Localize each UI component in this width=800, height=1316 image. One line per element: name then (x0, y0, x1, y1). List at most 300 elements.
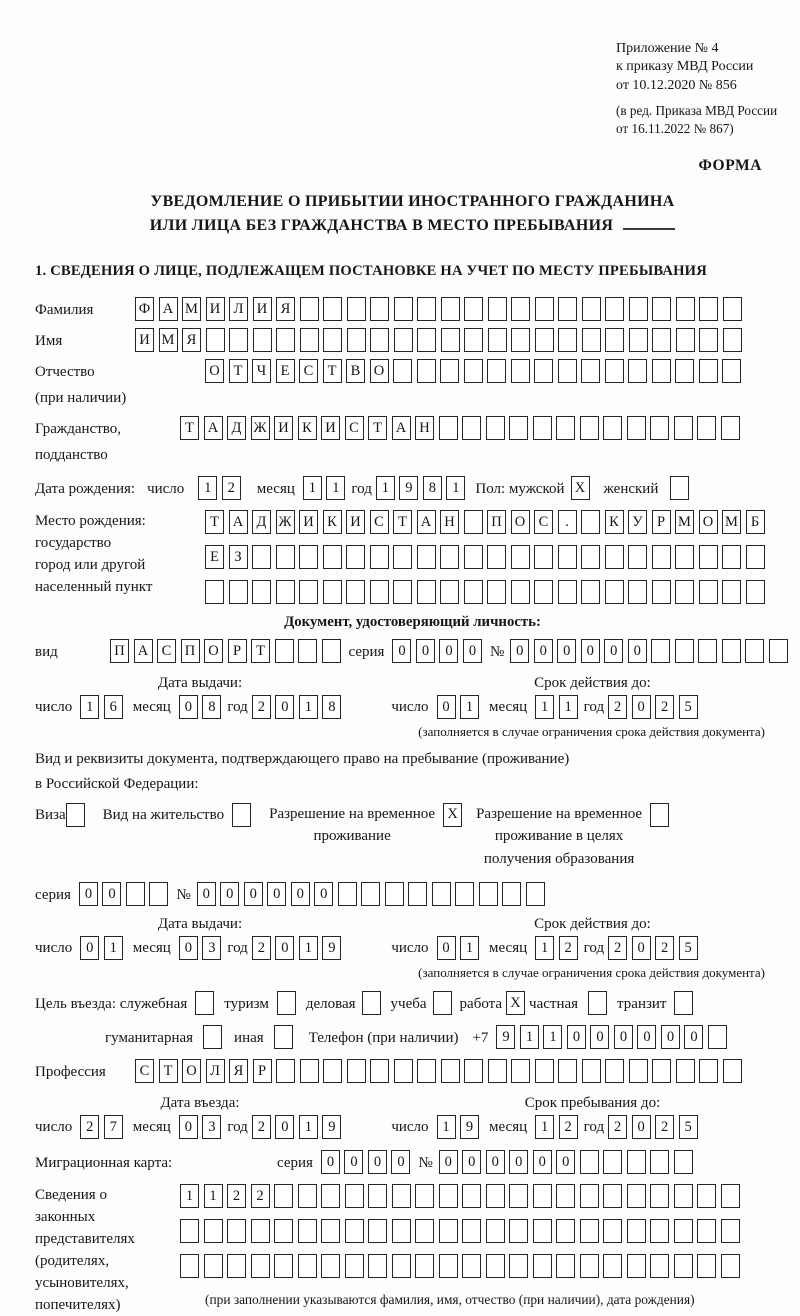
form-cell[interactable] (721, 1219, 740, 1243)
form-cell[interactable] (464, 1059, 483, 1083)
form-cell[interactable] (300, 1059, 319, 1083)
form-cell[interactable] (603, 1219, 622, 1243)
form-cell[interactable] (323, 1059, 342, 1083)
form-cell[interactable]: И (253, 297, 272, 321)
form-cell[interactable] (511, 359, 530, 383)
form-cell[interactable] (652, 545, 671, 569)
form-cell[interactable] (149, 882, 168, 906)
form-cell[interactable] (629, 328, 648, 352)
form-cell[interactable] (535, 328, 554, 352)
form-cell[interactable] (556, 1184, 575, 1208)
form-cell[interactable] (582, 297, 601, 321)
form-cell[interactable] (276, 328, 295, 352)
form-cell[interactable] (488, 297, 507, 321)
form-cell[interactable] (464, 545, 483, 569)
form-cell[interactable] (581, 580, 600, 604)
form-cell[interactable]: А (392, 416, 411, 440)
form-cell[interactable] (274, 1184, 293, 1208)
form-cell[interactable] (455, 882, 474, 906)
form-cell[interactable] (650, 1184, 669, 1208)
form-cell[interactable] (322, 639, 341, 663)
form-cell[interactable]: 2 (655, 695, 674, 719)
form-cell[interactable]: 0 (244, 882, 263, 906)
form-cell[interactable] (556, 1254, 575, 1278)
form-cell[interactable] (676, 1059, 695, 1083)
form-cell[interactable]: 1 (559, 695, 578, 719)
form-cell[interactable] (509, 1219, 528, 1243)
form-cell[interactable]: 0 (557, 639, 576, 663)
form-cell[interactable]: И (321, 416, 340, 440)
form-cell[interactable] (464, 580, 483, 604)
form-cell[interactable] (650, 803, 669, 827)
form-cell[interactable] (697, 416, 716, 440)
form-cell[interactable]: М (182, 297, 201, 321)
form-cell[interactable] (699, 359, 718, 383)
form-cell[interactable] (417, 328, 436, 352)
form-cell[interactable] (628, 580, 647, 604)
form-cell[interactable]: 0 (79, 882, 98, 906)
form-cell[interactable] (393, 580, 412, 604)
form-cell[interactable] (486, 1254, 505, 1278)
form-cell[interactable] (362, 991, 381, 1015)
form-cell[interactable]: 3 (202, 1115, 221, 1139)
form-cell[interactable]: 2 (252, 695, 271, 719)
form-cell[interactable]: 8 (322, 695, 341, 719)
form-cell[interactable] (534, 359, 553, 383)
form-cell[interactable]: М (722, 510, 741, 534)
form-cell[interactable] (345, 1254, 364, 1278)
form-cell[interactable] (205, 580, 224, 604)
form-cell[interactable] (769, 639, 788, 663)
form-cell[interactable]: 0 (275, 1115, 294, 1139)
form-cell[interactable] (581, 359, 600, 383)
form-cell[interactable]: 0 (102, 882, 121, 906)
form-cell[interactable]: Б (746, 510, 765, 534)
form-cell[interactable] (556, 416, 575, 440)
form-cell[interactable] (298, 639, 317, 663)
form-cell[interactable]: К (323, 510, 342, 534)
form-cell[interactable] (274, 1254, 293, 1278)
form-cell[interactable]: 2 (655, 936, 674, 960)
form-cell[interactable] (627, 1150, 646, 1174)
form-cell[interactable] (487, 545, 506, 569)
form-cell[interactable] (605, 297, 624, 321)
form-cell[interactable] (394, 328, 413, 352)
form-cell[interactable]: 1 (303, 476, 322, 500)
form-cell[interactable] (605, 359, 624, 383)
form-cell[interactable] (392, 1219, 411, 1243)
form-cell[interactable] (440, 545, 459, 569)
form-cell[interactable] (627, 416, 646, 440)
form-cell[interactable]: Д (227, 416, 246, 440)
form-cell[interactable]: 2 (80, 1115, 99, 1139)
form-cell[interactable]: П (181, 639, 200, 663)
form-cell[interactable]: 0 (344, 1150, 363, 1174)
form-cell[interactable] (511, 1059, 530, 1083)
form-cell[interactable]: 2 (251, 1184, 270, 1208)
form-cell[interactable] (276, 545, 295, 569)
form-cell[interactable]: 0 (510, 639, 529, 663)
form-cell[interactable] (487, 359, 506, 383)
form-cell[interactable]: М (675, 510, 694, 534)
form-cell[interactable] (393, 359, 412, 383)
form-cell[interactable]: 0 (437, 936, 456, 960)
form-cell[interactable] (533, 416, 552, 440)
form-cell[interactable] (652, 297, 671, 321)
form-cell[interactable]: С (157, 639, 176, 663)
form-cell[interactable] (670, 476, 689, 500)
form-cell[interactable]: 2 (608, 695, 627, 719)
form-cell[interactable]: Р (253, 1059, 272, 1083)
form-cell[interactable] (558, 297, 577, 321)
form-cell[interactable] (533, 1254, 552, 1278)
form-cell[interactable] (393, 545, 412, 569)
form-cell[interactable]: Н (440, 510, 459, 534)
form-cell[interactable]: 2 (252, 1115, 271, 1139)
form-cell[interactable] (676, 297, 695, 321)
form-cell[interactable] (385, 882, 404, 906)
form-cell[interactable] (511, 545, 530, 569)
form-cell[interactable]: М (159, 328, 178, 352)
form-cell[interactable]: 0 (509, 1150, 528, 1174)
form-cell[interactable] (674, 1219, 693, 1243)
form-cell[interactable] (627, 1184, 646, 1208)
form-cell[interactable] (509, 1254, 528, 1278)
form-cell[interactable] (392, 1184, 411, 1208)
form-cell[interactable] (227, 1254, 246, 1278)
form-cell[interactable]: Т (368, 416, 387, 440)
form-cell[interactable] (299, 545, 318, 569)
form-cell[interactable] (652, 580, 671, 604)
form-cell[interactable]: А (417, 510, 436, 534)
form-cell[interactable] (511, 328, 530, 352)
form-cell[interactable] (721, 1254, 740, 1278)
form-cell[interactable]: Т (159, 1059, 178, 1083)
form-cell[interactable] (408, 882, 427, 906)
form-cell[interactable] (533, 1219, 552, 1243)
form-cell[interactable] (534, 580, 553, 604)
form-cell[interactable] (300, 328, 319, 352)
form-cell[interactable] (345, 1219, 364, 1243)
form-cell[interactable]: 9 (496, 1025, 515, 1049)
form-cell[interactable] (392, 1254, 411, 1278)
form-cell[interactable]: 1 (376, 476, 395, 500)
form-cell[interactable] (346, 580, 365, 604)
form-cell[interactable]: 0 (567, 1025, 586, 1049)
form-cell[interactable]: 0 (80, 936, 99, 960)
form-cell[interactable] (232, 803, 251, 827)
form-cell[interactable]: 1 (204, 1184, 223, 1208)
form-cell[interactable]: 0 (439, 639, 458, 663)
form-cell[interactable]: А (159, 297, 178, 321)
form-cell[interactable] (488, 328, 507, 352)
form-cell[interactable] (479, 882, 498, 906)
form-cell[interactable]: 5 (679, 936, 698, 960)
form-cell[interactable]: 0 (437, 695, 456, 719)
form-cell[interactable]: 1 (299, 1115, 318, 1139)
form-cell[interactable] (674, 1254, 693, 1278)
form-cell[interactable] (368, 1254, 387, 1278)
form-cell[interactable] (699, 580, 718, 604)
form-cell[interactable]: А (134, 639, 153, 663)
form-cell[interactable] (487, 580, 506, 604)
form-cell[interactable]: 0 (220, 882, 239, 906)
form-cell[interactable] (697, 1184, 716, 1208)
form-cell[interactable] (534, 545, 553, 569)
form-cell[interactable] (533, 1184, 552, 1208)
form-cell[interactable]: Т (251, 639, 270, 663)
form-cell[interactable] (370, 545, 389, 569)
form-cell[interactable] (274, 1219, 293, 1243)
form-cell[interactable]: Я (182, 328, 201, 352)
form-cell[interactable]: 1 (446, 476, 465, 500)
form-cell[interactable]: 0 (392, 639, 411, 663)
form-cell[interactable] (299, 580, 318, 604)
form-cell[interactable] (697, 1254, 716, 1278)
form-cell[interactable] (723, 1059, 742, 1083)
form-cell[interactable]: 0 (439, 1150, 458, 1174)
form-cell[interactable] (276, 1059, 295, 1083)
form-cell[interactable]: 8 (423, 476, 442, 500)
form-cell[interactable]: О (699, 510, 718, 534)
form-cell[interactable] (699, 545, 718, 569)
form-cell[interactable] (745, 639, 764, 663)
form-cell[interactable] (588, 991, 607, 1015)
form-cell[interactable]: С (135, 1059, 154, 1083)
form-cell[interactable] (486, 1184, 505, 1208)
form-cell[interactable] (509, 416, 528, 440)
form-cell[interactable]: 1 (535, 695, 554, 719)
form-cell[interactable] (581, 510, 600, 534)
form-cell[interactable] (580, 416, 599, 440)
form-cell[interactable] (580, 1219, 599, 1243)
form-cell[interactable] (203, 1025, 222, 1049)
form-cell[interactable]: Ж (276, 510, 295, 534)
form-cell[interactable] (652, 1059, 671, 1083)
form-cell[interactable]: 1 (299, 695, 318, 719)
form-cell[interactable]: С (534, 510, 553, 534)
form-cell[interactable] (370, 580, 389, 604)
form-cell[interactable]: 0 (368, 1150, 387, 1174)
form-cell[interactable] (603, 1184, 622, 1208)
form-cell[interactable] (126, 882, 145, 906)
form-cell[interactable]: Л (206, 1059, 225, 1083)
form-cell[interactable] (464, 328, 483, 352)
form-cell[interactable] (502, 882, 521, 906)
form-cell[interactable]: Я (229, 1059, 248, 1083)
form-cell[interactable]: В (346, 359, 365, 383)
form-cell[interactable] (486, 1219, 505, 1243)
form-cell[interactable] (629, 1059, 648, 1083)
form-cell[interactable]: 0 (684, 1025, 703, 1049)
form-cell[interactable]: 2 (252, 936, 271, 960)
form-cell[interactable] (370, 1059, 389, 1083)
form-cell[interactable] (441, 1059, 460, 1083)
form-cell[interactable] (698, 639, 717, 663)
form-cell[interactable]: 1 (180, 1184, 199, 1208)
form-cell[interactable] (674, 416, 693, 440)
form-cell[interactable]: И (274, 416, 293, 440)
form-cell[interactable] (651, 639, 670, 663)
form-cell[interactable] (605, 1059, 624, 1083)
form-cell[interactable] (603, 1150, 622, 1174)
form-cell[interactable] (488, 1059, 507, 1083)
form-cell[interactable]: 1 (437, 1115, 456, 1139)
form-cell[interactable] (345, 1184, 364, 1208)
form-cell[interactable]: К (605, 510, 624, 534)
form-cell[interactable]: 0 (275, 936, 294, 960)
form-cell[interactable] (674, 1184, 693, 1208)
form-cell[interactable]: Т (229, 359, 248, 383)
form-cell[interactable] (675, 545, 694, 569)
form-cell[interactable]: З (229, 545, 248, 569)
form-cell[interactable]: 1 (460, 695, 479, 719)
form-cell[interactable] (535, 297, 554, 321)
form-cell[interactable] (511, 297, 530, 321)
form-cell[interactable]: 0 (267, 882, 286, 906)
form-cell[interactable] (347, 328, 366, 352)
form-cell[interactable] (252, 545, 271, 569)
form-cell[interactable] (321, 1254, 340, 1278)
form-cell[interactable] (605, 580, 624, 604)
form-cell[interactable] (628, 359, 647, 383)
form-cell[interactable] (676, 328, 695, 352)
form-cell[interactable] (605, 545, 624, 569)
form-cell[interactable]: Т (180, 416, 199, 440)
form-cell[interactable] (253, 328, 272, 352)
form-cell[interactable] (432, 882, 451, 906)
form-cell[interactable]: 1 (543, 1025, 562, 1049)
form-cell[interactable]: П (487, 510, 506, 534)
form-cell[interactable] (346, 545, 365, 569)
form-cell[interactable] (721, 416, 740, 440)
form-cell[interactable] (323, 545, 342, 569)
form-cell[interactable] (394, 297, 413, 321)
form-cell[interactable] (526, 882, 545, 906)
form-cell[interactable]: X (443, 803, 462, 827)
form-cell[interactable] (697, 1219, 716, 1243)
form-cell[interactable]: 0 (556, 1150, 575, 1174)
form-cell[interactable] (674, 991, 693, 1015)
form-cell[interactable] (603, 1254, 622, 1278)
form-cell[interactable]: 3 (202, 936, 221, 960)
form-cell[interactable] (370, 297, 389, 321)
form-cell[interactable] (277, 991, 296, 1015)
form-cell[interactable] (417, 580, 436, 604)
form-cell[interactable]: И (135, 328, 154, 352)
form-cell[interactable] (558, 545, 577, 569)
form-cell[interactable]: С (299, 359, 318, 383)
form-cell[interactable] (746, 580, 765, 604)
form-cell[interactable]: 2 (608, 936, 627, 960)
form-cell[interactable] (580, 1150, 599, 1174)
form-cell[interactable] (439, 416, 458, 440)
form-cell[interactable] (723, 297, 742, 321)
form-cell[interactable]: 0 (463, 639, 482, 663)
form-cell[interactable]: 8 (202, 695, 221, 719)
form-cell[interactable]: 2 (559, 1115, 578, 1139)
form-cell[interactable] (699, 328, 718, 352)
form-cell[interactable] (558, 1059, 577, 1083)
form-cell[interactable]: 0 (486, 1150, 505, 1174)
form-cell[interactable]: И (346, 510, 365, 534)
form-cell[interactable] (415, 1184, 434, 1208)
form-cell[interactable] (462, 1184, 481, 1208)
form-cell[interactable]: 0 (179, 695, 198, 719)
form-cell[interactable]: Я (276, 297, 295, 321)
form-cell[interactable]: 0 (275, 695, 294, 719)
form-cell[interactable] (722, 580, 741, 604)
form-cell[interactable]: 0 (590, 1025, 609, 1049)
form-cell[interactable] (368, 1219, 387, 1243)
form-cell[interactable] (394, 1059, 413, 1083)
form-cell[interactable]: X (506, 991, 525, 1015)
form-cell[interactable]: 0 (637, 1025, 656, 1049)
form-cell[interactable] (300, 297, 319, 321)
form-cell[interactable]: 1 (535, 936, 554, 960)
form-cell[interactable] (464, 297, 483, 321)
form-cell[interactable] (251, 1254, 270, 1278)
form-cell[interactable] (486, 416, 505, 440)
form-cell[interactable] (462, 1254, 481, 1278)
form-cell[interactable]: С (345, 416, 364, 440)
form-cell[interactable] (204, 1219, 223, 1243)
form-cell[interactable] (464, 359, 483, 383)
form-cell[interactable] (652, 359, 671, 383)
form-cell[interactable]: 0 (614, 1025, 633, 1049)
form-cell[interactable]: 1 (104, 936, 123, 960)
form-cell[interactable] (368, 1184, 387, 1208)
form-cell[interactable]: Е (205, 545, 224, 569)
form-cell[interactable] (441, 328, 460, 352)
form-cell[interactable] (180, 1254, 199, 1278)
form-cell[interactable] (276, 580, 295, 604)
form-cell[interactable]: 9 (399, 476, 418, 500)
form-cell[interactable] (361, 882, 380, 906)
form-cell[interactable] (347, 297, 366, 321)
form-cell[interactable] (417, 297, 436, 321)
form-cell[interactable]: 0 (632, 1115, 651, 1139)
form-cell[interactable]: Ф (135, 297, 154, 321)
form-cell[interactable] (415, 1254, 434, 1278)
form-cell[interactable] (722, 359, 741, 383)
form-cell[interactable]: 0 (604, 639, 623, 663)
form-cell[interactable] (370, 328, 389, 352)
form-cell[interactable] (581, 545, 600, 569)
form-cell[interactable]: 0 (628, 639, 647, 663)
form-cell[interactable]: Т (393, 510, 412, 534)
form-cell[interactable]: И (299, 510, 318, 534)
form-cell[interactable]: 1 (326, 476, 345, 500)
form-cell[interactable]: 1 (520, 1025, 539, 1049)
form-cell[interactable] (298, 1184, 317, 1208)
form-cell[interactable] (628, 545, 647, 569)
form-cell[interactable]: 0 (197, 882, 216, 906)
form-cell[interactable]: 0 (314, 882, 333, 906)
form-cell[interactable] (650, 1150, 669, 1174)
form-cell[interactable] (229, 328, 248, 352)
form-cell[interactable] (417, 545, 436, 569)
form-cell[interactable] (439, 1219, 458, 1243)
form-cell[interactable]: 1 (299, 936, 318, 960)
form-cell[interactable]: 5 (679, 695, 698, 719)
form-cell[interactable] (699, 1059, 718, 1083)
form-cell[interactable]: X (571, 476, 590, 500)
form-cell[interactable] (229, 580, 248, 604)
form-cell[interactable]: Н (415, 416, 434, 440)
form-cell[interactable] (558, 580, 577, 604)
form-cell[interactable] (417, 1059, 436, 1083)
